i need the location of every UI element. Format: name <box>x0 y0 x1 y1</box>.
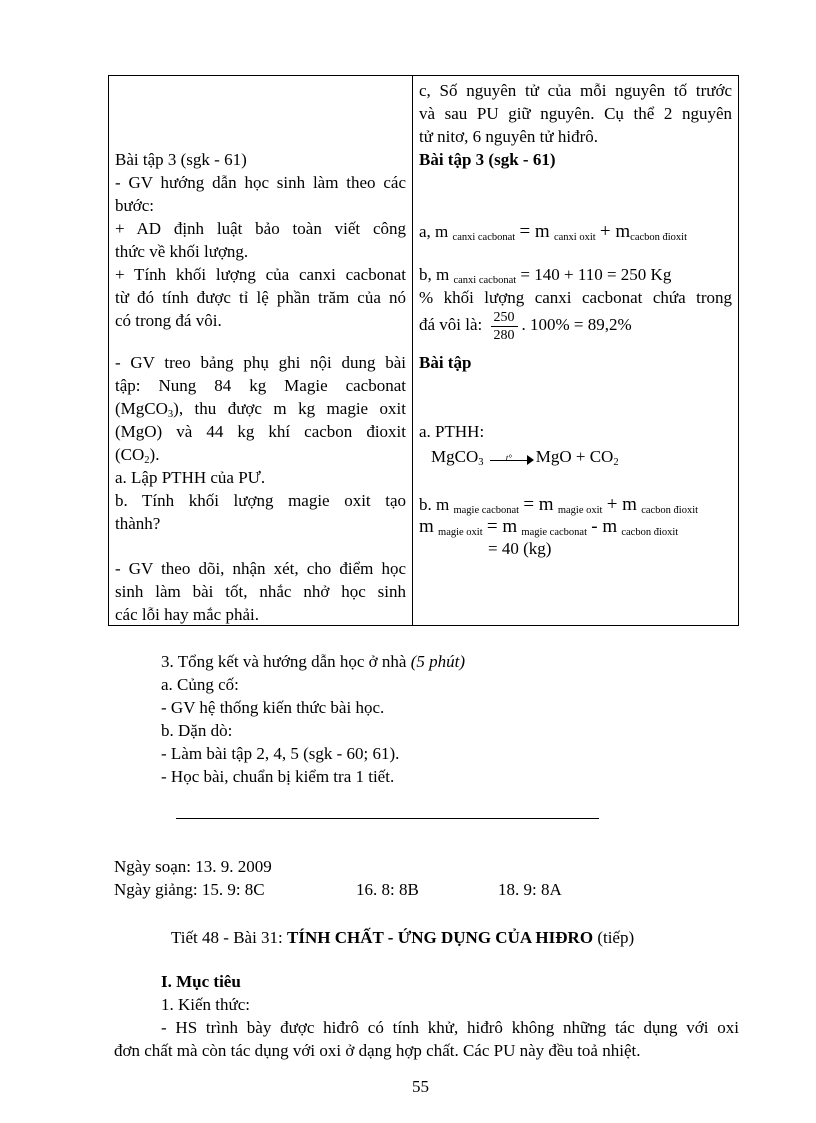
left-line: (MgO) và 44 kg khí cacbon đioxit <box>115 422 406 441</box>
date-prepared: Ngày soạn: 13. 9. 2009 <box>114 857 272 876</box>
right-line: Bài tập <box>419 353 472 372</box>
page-number: 55 <box>412 1077 429 1096</box>
reaction-arrow: t° <box>490 451 534 465</box>
left-line: (MgCO$_3$), thu được m kg magie oxit <box>115 399 406 420</box>
left-line: Bài tập 3 (sgk - 61) <box>115 150 247 169</box>
formula-line: m $_{magie oxit}$ = m $_{magie cacbonat}$ - m $_{cacbon đioxit}$ <box>419 516 679 538</box>
left-line: thành? <box>115 514 161 533</box>
subsection-heading: 1. Kiến thức: <box>161 995 251 1014</box>
left-line: - GV treo bảng phụ ghi nội dung bài <box>115 353 406 372</box>
left-line: + AD định luật bảo toàn viết công <box>115 219 406 238</box>
right-line: tử nitơ, 6 nguyên tử hiđrô. <box>419 127 598 146</box>
divider <box>176 818 599 819</box>
summary-line: - GV hệ thống kiến thức bài học. <box>161 698 385 717</box>
summary-line: b. Dặn dò: <box>161 721 233 740</box>
summary-line: - Làm bài tập 2, 4, 5 (sgk - 60; 61). <box>161 744 400 763</box>
paragraph-line: đơn chất mà còn tác dụng với oxi ở dạng hợp chất. Các PU này đều toả nhiệt. <box>114 1041 641 1060</box>
left-line: thức về khối lượng. <box>115 242 249 261</box>
formula-line: b. m $_{magie cacbonat}$ = m $_{magie oxit}$ + m $_{cacbon đioxit}$ <box>419 494 699 516</box>
date-taught-8a: 18. 9: 8A <box>498 880 562 899</box>
date-taught: Ngày giảng: 15. 9: 8C <box>114 880 265 899</box>
left-line: bước: <box>115 196 154 215</box>
teacher-activity-cell <box>109 76 413 626</box>
section-heading: I. Mục tiêu <box>161 972 241 991</box>
summary-heading: 3. Tổng kết và hướng dẫn học ở nhà (5 phút) <box>161 652 466 671</box>
left-line: tập: Nung 84 kg Magie cacbonat <box>115 376 406 395</box>
right-line: a. PTHH: <box>419 422 485 441</box>
left-line: a. Lập PTHH của PƯ. <box>115 468 266 487</box>
student-activity-cell <box>413 76 739 626</box>
left-line: + Tính khối lượng của canxi cacbonat <box>115 265 406 284</box>
formula-line: b, m $_{canxi cacbonat}$ = 140 + 110 = 250 Kg <box>419 265 672 286</box>
fraction: $\frac{250}{280}$ <box>491 309 518 344</box>
paragraph-line: - HS trình bày được hiđrô có tính khử, hiđrô không những tác dụng với oxi <box>161 1018 739 1037</box>
lesson-title: Tiết 48 - Bài 31: TÍNH CHẤT - ỨNG DỤNG CỦA HIĐRO (tiếp) <box>171 928 635 947</box>
summary-line: a. Củng cố: <box>161 675 239 694</box>
left-line: - GV theo dõi, nhận xét, cho điểm học <box>115 559 406 578</box>
date-taught-8b: 16. 8: 8B <box>356 880 419 899</box>
left-line: b. Tính khối lượng magie oxit tạo <box>115 491 406 510</box>
formula-line: a, m $_{canxi cacbonat}$ = m $_{canxi oxit} + m_{cacbon đioxit}$ <box>419 221 688 243</box>
left-line: có trong đá vôi. <box>115 311 222 330</box>
right-line: Bài tập 3 (sgk - 61) <box>419 150 556 169</box>
right-line: % khối lượng canxi cacbonat chứa trong <box>419 288 732 307</box>
summary-line: - Học bài, chuẩn bị kiểm tra 1 tiết. <box>161 767 395 786</box>
left-line: - GV hướng dẫn học sinh làm theo các <box>115 173 406 192</box>
equation-line: MgCO$_3$ t° MgO + $CO_2$ <box>431 447 619 468</box>
right-line: c, Số nguyên tử của mỗi nguyên tố trước <box>419 81 732 100</box>
fraction-line: đá vôi là: $\frac{250}{280}$ . 100% = 89,2% <box>419 309 632 343</box>
lesson-table <box>108 75 739 626</box>
formula-result: = 40 (kg) <box>488 539 552 558</box>
left-line: sinh làm bài tốt, nhắc nhở học sinh <box>115 582 406 601</box>
left-line: từ đó tính được tỉ lệ phần trăm của nó <box>115 288 406 307</box>
left-line: $(CO_2)$. <box>115 445 160 466</box>
left-line: các lỗi hay mắc phải. <box>115 605 259 624</box>
right-line: và sau PU giữ nguyên. Cụ thể 2 nguyên <box>419 104 732 123</box>
